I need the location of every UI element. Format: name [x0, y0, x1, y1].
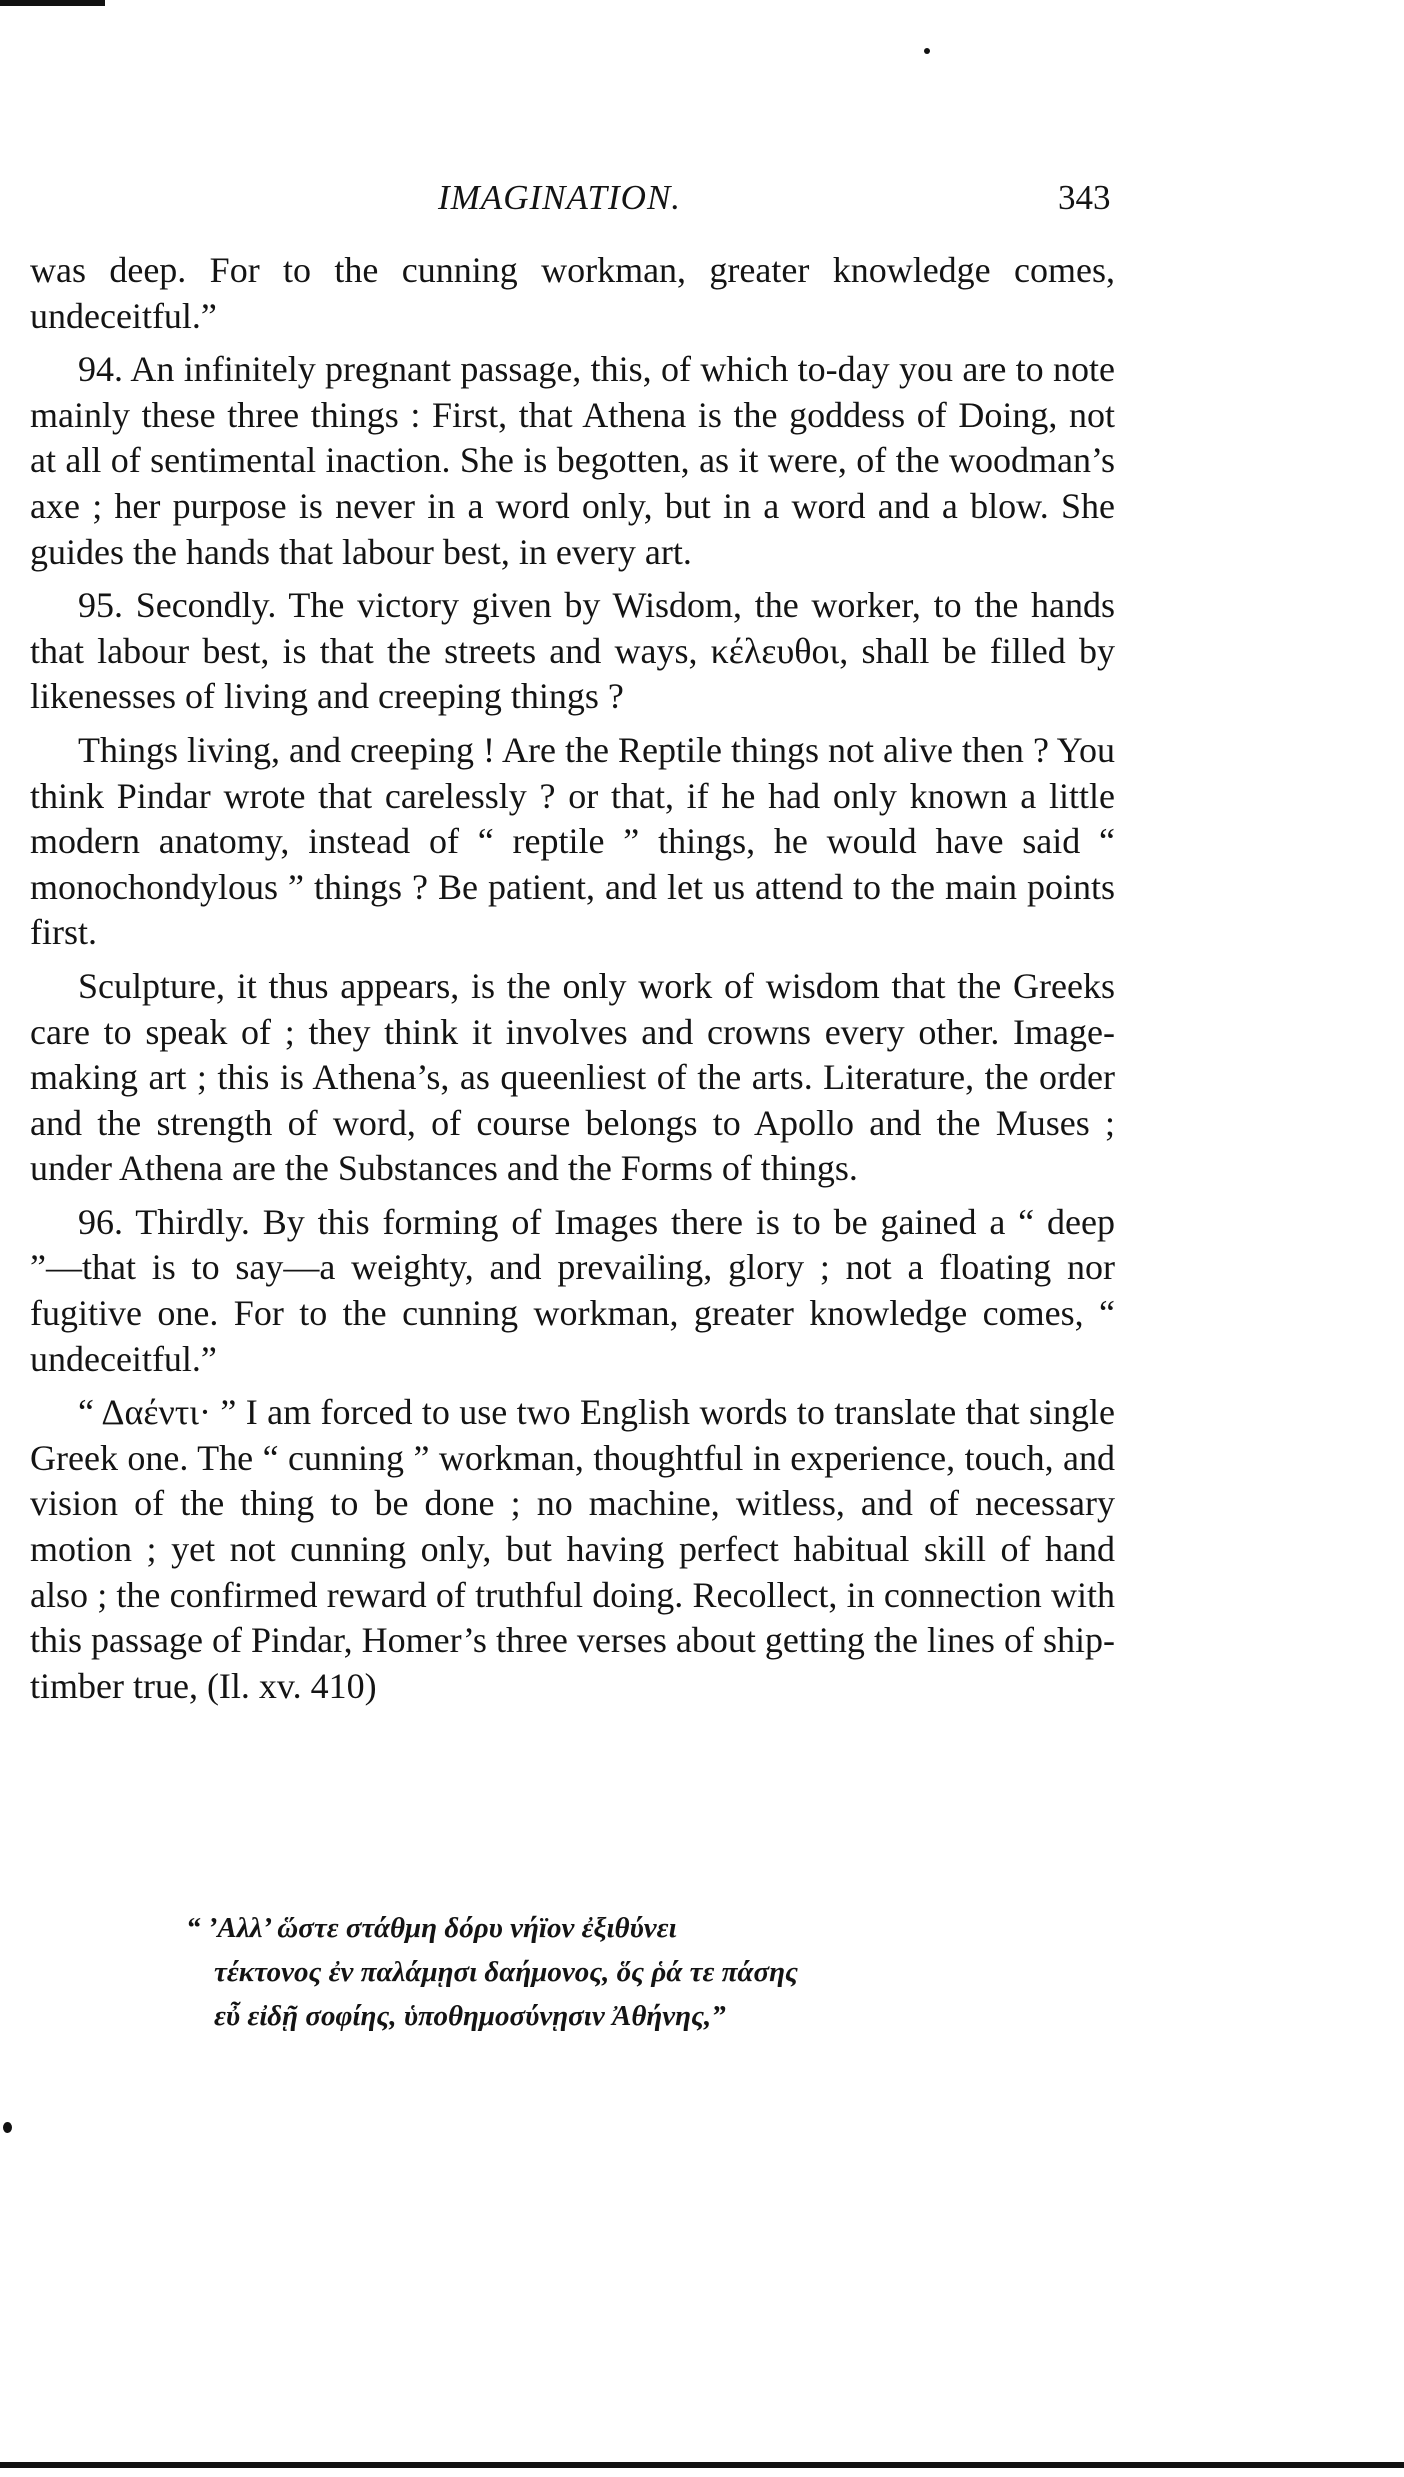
greek-quotation	[186, 1906, 936, 2038]
scan-bottom-edge	[0, 2462, 1404, 2468]
paragraph: 96. Thirdly. By this forming of Images there is to be gained a “ deep ”—that is to say—a weighty, and prevailing, glory ; not a floating nor fugitive one. For to the cunning workman, greater knowledge comes, “ undeceitful.”	[30, 1201, 1115, 1379]
quote-line: εὖ εἰδῇ σοφίης, ὑποθημοσύνῃσιν Ἀθήνης,”	[214, 2000, 726, 2032]
paragraph: 95. Secondly. The victory given by Wisdom, the worker, to the hands that labour best, is that the streets and ways, κέλευθοι, shall be filled by likenesses of living and creeping things ?	[30, 585, 1115, 717]
running-head: IMAGINATION.	[438, 178, 682, 217]
paragraph: “ Δαέντι· ” I am forced to use two English words to translate that single Greek one. The “ cunning ” workman, thoughtful in experience, touch, and vision of the thing to be done ; no machine, witless, and of necessary motion ; yet not cunning only, but having perfect habitual skill of hand also ; the confirmed reward of truthful doing. Recollect, in connection with this passage of Pindar, Homer’s three verses about getting the lines of ship-timber true, (Il. xv. 410)	[30, 1392, 1115, 1706]
scan-speck	[924, 48, 930, 54]
paragraph: was deep. For to the cunning workman, greater knowledge comes, undeceitful.”	[30, 250, 1115, 336]
scan-edge-mark	[0, 0, 105, 6]
paragraph: 94. An infinitely pregnant passage, this, of which to-day you are to note mainly these three things : First, that Athena is the goddess of Doing, not at all of sentimental inaction. She is begotten, as it were, of the woodman’s axe ; her purpose is never in a word only, but in a word and a blow. She guides the hands that labour best, in every art.	[30, 349, 1115, 572]
scan-speck	[3, 2122, 12, 2133]
page-number: 343	[1058, 178, 1111, 217]
quote-line: “ ’Αλλ’ ὥστε στάθμη δόρυ νήϊον ἐξιθύνει	[186, 1912, 677, 1944]
page-header	[0, 178, 1404, 228]
body-text	[30, 248, 1115, 1717]
paragraph: Things living, and creeping ! Are the Reptile things not alive then ? You think Pindar wrote that carelessly ? or that, if he had only known a little modern anatomy, instead of “ reptile ” things, he would have said “ monochondylous ” things ? Be patient, and let us attend to the main points first.	[30, 729, 1115, 953]
quote-line: τέκτονος ἐν παλάμῃσι δαήμονος, ὅς ῥά τε πάσης	[214, 1956, 798, 1988]
paragraph: Sculpture, it thus appears, is the only work of wisdom that the Greeks care to speak of ; they think it involves and crowns every other. Image-making art ; this is Athena’s, as queenliest of the arts. Literature, the order and the strength of word, of course belongs to Apollo and the Muses ; under Athena are the Substances and the Forms of things.	[30, 965, 1115, 1189]
